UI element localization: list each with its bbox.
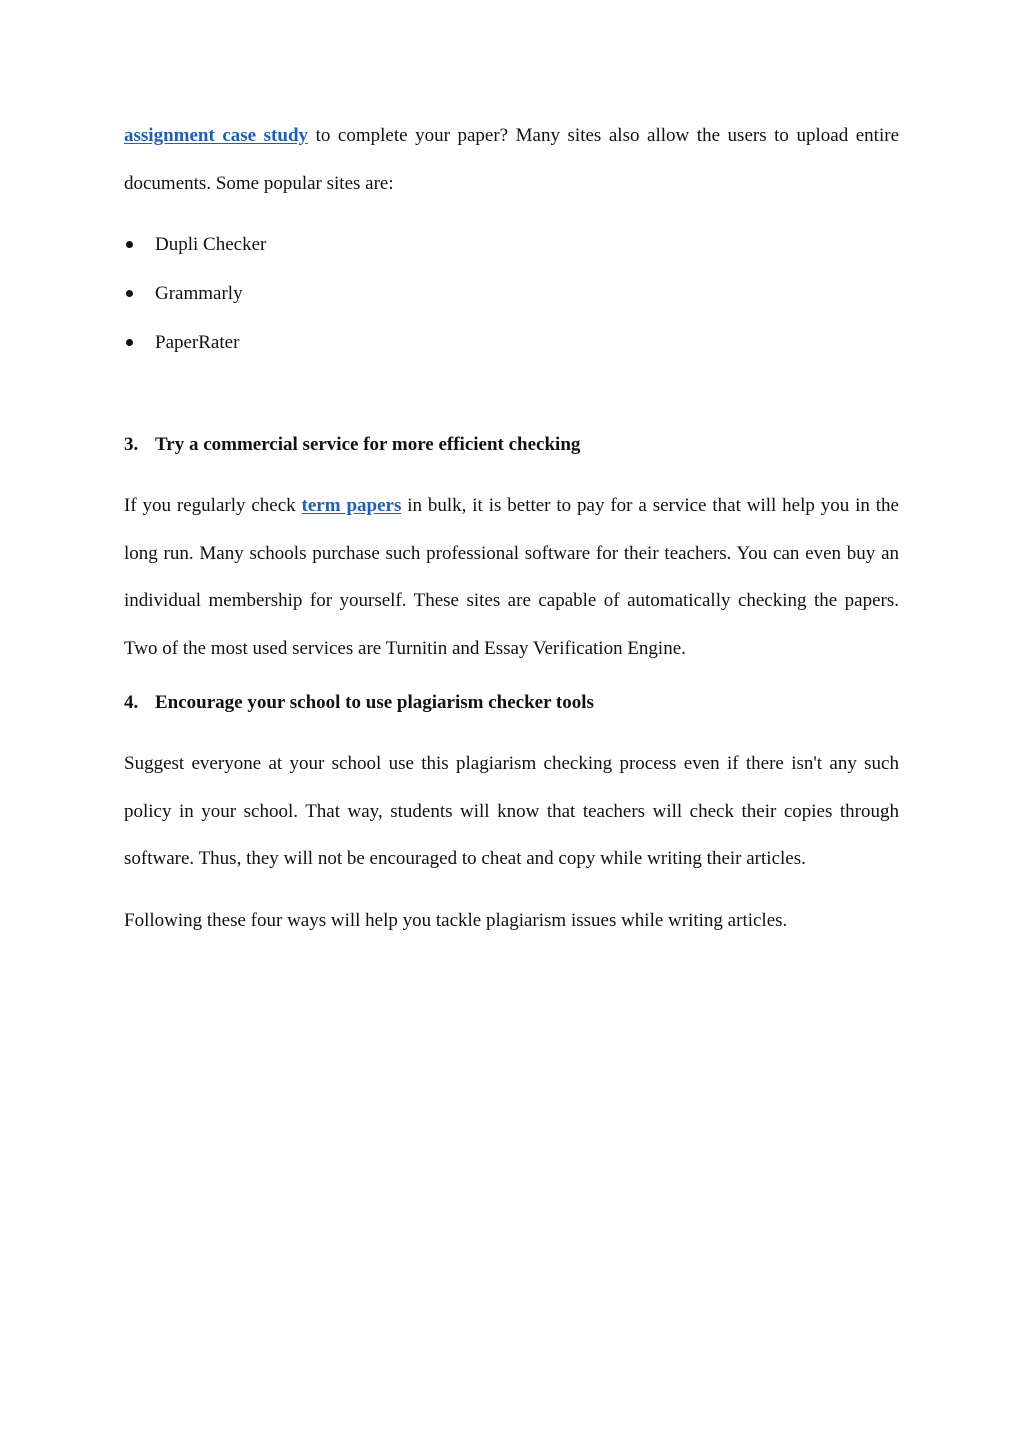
section-3-heading: [124, 421, 899, 468]
bullet-icon: [126, 241, 133, 248]
section-4-title: Encourage your school to use plagiarism checker tools: [155, 692, 594, 713]
section-3-number: 3.: [124, 434, 139, 455]
section-4-paragraph: Suggest everyone at your school use this plagiarism checking process even if there isn't any such policy in your school. That way, students will know that teachers will check their copies through software. Thus, they will not be encouraged to cheat and copy while writing their articles.: [124, 753, 899, 869]
popular-sites-list: [124, 220, 899, 367]
intro-text: to complete your paper? Many sites also allow the users to upload entire documents. Some popular sites are:: [124, 125, 900, 194]
conclusion-paragraph: Following these four ways will help you tackle plagiarism issues while writing articles.: [124, 909, 788, 931]
assignment-case-study-link[interactable]: assignment case study: [124, 125, 309, 146]
term-papers-link[interactable]: term papers: [301, 495, 402, 516]
list-item-label: Grammarly: [155, 283, 243, 304]
list-item: [124, 318, 899, 367]
bullet-icon: [126, 339, 133, 346]
list-item: [124, 220, 899, 269]
bullet-icon: [126, 290, 133, 297]
list-item: [124, 269, 899, 318]
section-4-heading: [124, 679, 899, 726]
section-4-number: 4.: [124, 692, 139, 713]
section-3-text-after: in bulk, it is better to pay for a service that will help you in the long run. Many schools purchase such professional software for their teachers. You can even buy an individual membership for yourself. These sites are capable of automatically checking the papers. Two of the most used services are Turnitin and Essay Verification Engine.: [124, 495, 899, 659]
list-item-label: PaperRater: [155, 332, 240, 353]
section-3-paragraph: [124, 482, 899, 672]
section-3-text-before: If you regularly check: [124, 495, 302, 516]
document-page: [124, 112, 899, 944]
section-3-title: Try a commercial service for more efficient checking: [155, 434, 581, 455]
intro-paragraph: [124, 112, 899, 207]
list-item-label: Dupli Checker: [155, 234, 267, 255]
